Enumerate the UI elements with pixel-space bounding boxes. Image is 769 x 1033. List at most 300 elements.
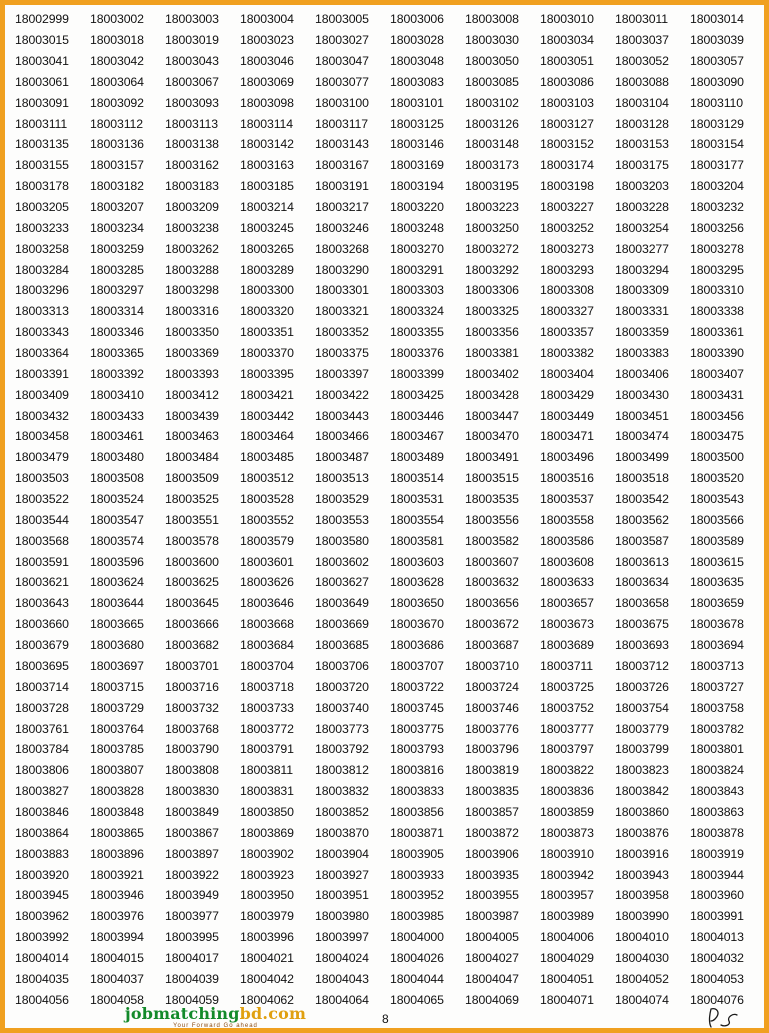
roll-number-cell: 18003687 [465,638,519,653]
roll-number-cell: 18003515 [465,471,519,486]
roll-number-cell: 18003649 [315,596,369,611]
roll-number-cell: 18003635 [690,575,744,590]
roll-number-cell: 18003061 [15,74,69,89]
brand-name-suffix: bd.com [239,1004,307,1023]
roll-number-cell: 18003350 [165,325,219,340]
roll-number-cell: 18003714 [15,679,69,694]
roll-number-cell: 18003205 [15,200,69,215]
roll-number-cell: 18003992 [15,930,69,945]
roll-number-cell: 18003365 [90,346,144,361]
roll-number-cell: 18004059 [165,992,219,1007]
roll-number-cell: 18003496 [540,450,594,465]
roll-number-cell: 18003758 [690,700,744,715]
roll-number-cell: 18003827 [15,784,69,799]
roll-number-cell: 18003933 [390,867,444,882]
roll-number-cell: 18003871 [390,825,444,840]
roll-number-cell: 18003927 [315,867,369,882]
roll-number-cell: 18003513 [315,471,369,486]
roll-number-cell: 18003876 [615,825,669,840]
roll-number-cell: 18003447 [465,408,519,423]
roll-number-cell: 18003715 [90,679,144,694]
roll-number-cell: 18003646 [240,596,294,611]
roll-number-cell: 18003994 [90,930,144,945]
roll-number-cell: 18004064 [315,992,369,1007]
roll-number-cell: 18003685 [315,638,369,653]
roll-number-cell: 18003957 [540,888,594,903]
roll-number-cell: 18003356 [465,325,519,340]
roll-number-cell: 18003995 [165,930,219,945]
roll-number-cell: 18003962 [15,909,69,924]
roll-number-cell: 18004032 [690,950,744,965]
roll-number-cell: 18003288 [165,262,219,277]
roll-number-cell: 18003864 [15,825,69,840]
roll-number-cell: 18003522 [15,492,69,507]
roll-number-cell: 18003313 [15,304,69,319]
roll-number-cell: 18003897 [165,846,219,861]
brand-name [123,1006,308,1022]
roll-number-cell: 18003727 [690,679,744,694]
roll-number-cell: 18003446 [390,408,444,423]
roll-number-cell: 18003713 [690,658,744,673]
roll-number-cell: 18003608 [540,554,594,569]
roll-number-cell: 18003673 [540,617,594,632]
roll-number-cell: 18003689 [540,638,594,653]
roll-number-cell: 18003410 [90,387,144,402]
roll-number-cell: 18003745 [390,700,444,715]
roll-number-cell: 18003650 [390,596,444,611]
roll-number-cell: 18004014 [15,950,69,965]
roll-number-cell: 18003126 [465,116,519,131]
roll-number-cell: 18003057 [690,54,744,68]
roll-number-cell: 18003725 [540,679,594,694]
roll-number-cell: 18003146 [390,137,444,152]
roll-number-cell: 18003300 [240,283,294,298]
roll-number-cell: 18003019 [165,33,219,48]
roll-number-cell: 18003443 [315,408,369,423]
roll-number-cell: 18003645 [165,596,219,611]
roll-number-cell: 18003182 [90,179,144,194]
roll-number-cell: 18004052 [615,971,669,986]
roll-number-cell: 18004037 [90,971,144,986]
roll-number-cell: 18003093 [165,95,219,110]
roll-number-cell: 18003296 [15,283,69,298]
roll-number-cell: 18003902 [240,846,294,861]
roll-number-cell: 18003406 [615,366,669,381]
roll-number-cell: 18003568 [15,533,69,548]
roll-number-cell: 18003198 [540,179,594,194]
roll-number-cell: 18003449 [540,408,594,423]
roll-number-cell: 18004071 [540,992,594,1007]
roll-number-cell: 18003752 [540,700,594,715]
roll-number-cell: 18003822 [540,763,594,778]
roll-number-cell: 18004017 [165,950,219,965]
roll-number-cell: 18003383 [615,346,669,361]
roll-number-cell: 18003669 [315,617,369,632]
roll-number-cell: 18003467 [390,429,444,444]
roll-number-cell: 18003728 [15,700,69,715]
roll-number-cell: 18003135 [15,137,69,152]
roll-number-cell: 18003270 [390,241,444,256]
roll-number-cell: 18003364 [15,346,69,361]
roll-number-cell: 18003697 [90,658,144,673]
roll-number-cell: 18003746 [465,700,519,715]
roll-number-cell: 18003248 [390,220,444,235]
roll-number-cell: 18003553 [315,512,369,527]
roll-number-cell: 18003391 [15,366,69,381]
roll-number-cell: 18003484 [165,450,219,465]
roll-number-cell: 18003129 [690,116,744,131]
roll-number-cell: 18003458 [15,429,69,444]
roll-number-cell: 18003291 [390,262,444,277]
roll-number-cell: 18003796 [465,742,519,757]
roll-number-cell: 18003785 [90,742,144,757]
roll-number-cell: 18003014 [690,12,744,27]
roll-number-cell: 18003790 [165,742,219,757]
roll-number-cell: 18003409 [15,387,69,402]
roll-number-cell: 18003432 [15,408,69,423]
roll-number-cell: 18003542 [615,492,669,507]
roll-number-cell: 18003037 [615,33,669,48]
roll-number-cell: 18003429 [540,387,594,402]
roll-number-cell: 18003292 [465,262,519,277]
roll-number-cell: 18003404 [540,366,594,381]
roll-number-cell: 18004015 [90,950,144,965]
roll-number-cell: 18003162 [165,158,219,173]
roll-number-cell: 18003582 [465,533,519,548]
roll-number-cell: 18003514 [390,471,444,486]
roll-number-cell: 18003812 [315,763,369,778]
roll-number-cell: 18003351 [240,325,294,340]
roll-number-cell: 18003603 [390,554,444,569]
brand-logo[interactable] [123,1006,308,1029]
roll-number-cell: 18003711 [540,658,593,673]
roll-number-cell: 18003046 [240,54,294,68]
roll-number-cell: 18003474 [615,429,669,444]
roll-number-cell: 18003382 [540,346,594,361]
roll-number-cell: 18003867 [165,825,219,840]
roll-number-cell: 18003228 [615,200,669,215]
roll-number-cell: 18003104 [615,95,669,110]
roll-number-cell: 18003910 [540,846,594,861]
roll-number-cell: 18003552 [240,512,294,527]
roll-number-cell: 18003294 [615,262,669,277]
roll-number-cell: 18003976 [90,909,144,924]
roll-number-cell: 18003528 [240,492,294,507]
roll-number-cell: 18003811 [240,763,293,778]
roll-number-cell: 18003376 [390,346,444,361]
roll-number-cell: 18003857 [465,804,519,819]
roll-number-cell: 18003512 [240,471,294,486]
roll-number-cell: 18003658 [615,596,669,611]
roll-number-cell: 18003125 [390,116,444,131]
roll-number-cell: 18003395 [240,366,294,381]
roll-number-cell: 18003836 [540,784,594,799]
roll-number-cell: 18003668 [240,617,294,632]
roll-number-cell: 18003678 [690,617,744,632]
roll-number-cell: 18003010 [540,12,594,27]
roll-number-cell: 18003293 [540,262,594,277]
roll-number-cell: 18003471 [540,429,594,444]
roll-number-cell: 18003784 [15,742,69,757]
roll-number-cell: 18003204 [690,179,744,194]
roll-number-cell: 18003195 [465,179,519,194]
roll-number-cell: 18003525 [165,492,219,507]
roll-number-cell: 18004076 [690,992,744,1007]
roll-number-cell: 18003370 [240,346,294,361]
roll-number-cell: 18003083 [390,74,444,89]
roll-number-cell: 18003003 [165,12,219,27]
roll-number-cell: 18003412 [165,387,219,402]
roll-number-cell: 18003830 [165,784,219,799]
roll-number-cell: 18003295 [690,262,744,277]
roll-number-cell: 18003562 [615,512,669,527]
roll-number-cell: 18004053 [690,971,744,986]
roll-number-cell: 18003529 [315,492,369,507]
roll-number-cell: 18003991 [690,909,744,924]
roll-number-cell: 18003503 [15,471,69,486]
roll-number-cell: 18003644 [90,596,144,611]
roll-number-cell: 18004027 [465,950,519,965]
roll-number-cell: 18003114 [240,116,293,131]
roll-number-cell: 18003048 [390,54,444,68]
roll-number-cell: 18003191 [315,179,369,194]
roll-number-cell: 18003601 [240,554,294,569]
roll-number-cell: 18003214 [240,200,294,215]
roll-number-cell: 18004047 [465,971,519,986]
roll-number-cell: 18003277 [615,241,669,256]
roll-number-cell: 18003869 [240,825,294,840]
roll-number-cell: 18004026 [390,950,444,965]
roll-number-cell: 18003011 [615,12,668,27]
roll-number-cell: 18003823 [615,763,669,778]
roll-number-cell: 18003030 [465,33,519,48]
roll-number-cell: 18003980 [315,909,369,924]
roll-number-cell: 18003113 [165,116,218,131]
roll-number-cell: 18003039 [690,33,744,48]
roll-number-cell: 18003852 [315,804,369,819]
roll-number-cell: 18003103 [540,95,594,110]
roll-number-cell: 18003916 [615,846,669,861]
roll-number-cell: 18003034 [540,33,594,48]
roll-number-cell: 18003952 [390,888,444,903]
roll-number-cell: 18003923 [240,867,294,882]
roll-number-cell: 18004005 [465,930,519,945]
roll-number-cell: 18003375 [315,346,369,361]
roll-number-cell: 18003772 [240,721,294,736]
roll-number-cell: 18003359 [615,325,669,340]
roll-number-cell: 18003148 [465,137,519,152]
roll-number-cell: 18003272 [465,241,519,256]
roll-number-cell: 18003479 [15,450,69,465]
roll-number-cell: 18003627 [315,575,369,590]
roll-number-cell: 18004051 [540,971,594,986]
roll-number-cell: 18004042 [240,971,294,986]
roll-number-cell: 18003878 [690,825,744,840]
roll-number-cell: 18003088 [615,74,669,89]
roll-number-cell: 18003163 [240,158,294,173]
roll-number-cell: 18003920 [15,867,69,882]
brand-name-main: jobmatching [124,1004,240,1023]
roll-number-cell: 18003543 [690,492,744,507]
roll-number-cell: 18004013 [690,930,744,945]
roll-number-cell: 18003905 [390,846,444,861]
roll-number-cell: 18003733 [240,700,294,715]
roll-number-cell: 18003343 [15,325,69,340]
roll-number-cell: 18003943 [615,867,669,882]
roll-number-cell: 18003100 [315,95,369,110]
roll-number-cell: 18004024 [315,950,369,965]
roll-number-cell: 18003489 [390,450,444,465]
roll-number-cell: 18003682 [165,638,219,653]
roll-number-cell: 18003047 [315,54,369,68]
roll-number-cell: 18003431 [690,387,744,402]
roll-number-cell: 18003946 [90,888,144,903]
roll-number-cell: 18003819 [465,763,519,778]
roll-number-cell: 18004044 [390,971,444,986]
roll-number-cell: 18003117 [315,116,368,131]
roll-number-cell: 18003301 [315,283,369,298]
roll-number-cell: 18003268 [315,241,369,256]
roll-number-cell: 18003128 [615,116,669,131]
roll-number-cell: 18004039 [165,971,219,986]
roll-number-cell: 18003392 [90,366,144,381]
roll-number-cell: 18003544 [15,512,69,527]
roll-number-cell: 18003989 [540,909,594,924]
roll-number-cell: 18003863 [690,804,744,819]
roll-number-cell: 18003764 [90,721,144,736]
roll-number-cell: 18003246 [315,220,369,235]
roll-number-cell: 18003531 [390,492,444,507]
roll-number-cell: 18003706 [315,658,369,673]
roll-number-cell: 18003352 [315,325,369,340]
signature-mark [705,1003,739,1031]
roll-number-cell: 18003799 [615,742,669,757]
roll-number-cell: 18003111 [15,116,68,131]
roll-number-cell: 18003217 [315,200,369,215]
roll-number-cell: 18003470 [465,429,519,444]
roll-number-cell: 18004069 [465,992,519,1007]
roll-number-cell: 18003793 [390,742,444,757]
roll-number-cell: 18003574 [90,533,144,548]
roll-number-cell: 18003732 [165,700,219,715]
roll-number-cell: 18003922 [165,867,219,882]
roll-number-cell: 18003152 [540,137,594,152]
roll-number-cell: 18003958 [615,888,669,903]
page-footer [5,1003,769,1033]
roll-number-cell: 18003704 [240,658,294,673]
roll-number-cell: 18003578 [165,533,219,548]
roll-number-cell: 18003659 [690,596,744,611]
roll-number-cell: 18003848 [90,804,144,819]
roll-number-cell: 18003643 [15,596,69,611]
roll-number-cell: 18003407 [690,366,744,381]
roll-number-cell: 18003792 [315,742,369,757]
roll-number-cell: 18003018 [90,33,144,48]
roll-number-cell: 18003761 [15,721,69,736]
roll-number-cell: 18003600 [165,554,219,569]
roll-number-cell: 18003859 [540,804,594,819]
roll-number-cell: 18003960 [690,888,744,903]
roll-number-cell: 18003480 [90,450,144,465]
roll-number-cell: 18003327 [540,304,594,319]
roll-number-cell: 18003355 [390,325,444,340]
roll-number-cell: 18003833 [390,784,444,799]
roll-number-cell: 18003185 [240,179,294,194]
roll-number-cell: 18003587 [615,533,669,548]
roll-number-cell: 18003321 [315,304,369,319]
roll-number-cell: 18003220 [390,200,444,215]
roll-number-cell: 18003775 [390,721,444,736]
roll-number-cell: 18003558 [540,512,594,527]
roll-number-cell: 18003791 [240,742,294,757]
roll-number-cell: 18003580 [315,533,369,548]
roll-number-cell: 18003801 [690,742,744,757]
roll-number-cell: 18003724 [465,679,519,694]
roll-number-cell: 18003816 [390,763,444,778]
roll-number-cell: 18003607 [465,554,519,569]
roll-number-cell: 18003442 [240,408,294,423]
roll-number-cell: 18003979 [240,909,294,924]
roll-number-cell: 18003361 [690,325,744,340]
roll-number-cell: 18003865 [90,825,144,840]
roll-number-cell: 18003586 [540,533,594,548]
roll-number-cell: 18003499 [615,450,669,465]
roll-number-cell: 18003451 [615,408,669,423]
roll-number-cell: 18003155 [15,158,69,173]
roll-number-cell: 18003846 [15,804,69,819]
roll-number-cell: 18003680 [90,638,144,653]
roll-number-cell: 18003167 [315,158,369,173]
roll-number-cell: 18004074 [615,992,669,1007]
roll-number-cell: 18004062 [240,992,294,1007]
roll-number-cell: 18003656 [465,596,519,611]
roll-number-cell: 18003906 [465,846,519,861]
roll-number-cell: 18003621 [15,575,69,590]
roll-number-cell: 18003077 [315,74,369,89]
roll-number-cell: 18003615 [690,554,744,569]
roll-number-cell: 18003672 [465,617,519,632]
roll-number-cell: 18003439 [165,408,219,423]
roll-number-cell: 18003338 [690,304,744,319]
brand-tagline: Your Forward Go ahead [173,1023,258,1029]
roll-number-cell: 18003102 [465,95,519,110]
roll-number-cell: 18003285 [90,262,144,277]
roll-number-cell: 18003174 [540,158,594,173]
roll-number-cell: 18003701 [165,658,219,673]
roll-number-cell: 18003169 [390,158,444,173]
roll-number-cell: 18003303 [390,283,444,298]
roll-number-cell: 18003849 [165,804,219,819]
roll-number-cell: 18003675 [615,617,669,632]
roll-number-cell: 18003041 [15,54,69,68]
roll-number-cell: 18003006 [390,12,444,27]
roll-number-cell: 18003238 [165,220,219,235]
roll-number-cell: 18003693 [615,638,669,653]
roll-number-cell: 18003806 [15,763,69,778]
roll-number-cell: 18003722 [390,679,444,694]
roll-number-cell: 18003509 [165,471,219,486]
roll-number-cell: 18003686 [390,638,444,653]
roll-number-cell: 18003807 [90,763,144,778]
roll-number-cell: 18003325 [465,304,519,319]
roll-number-cell: 18003381 [465,346,519,361]
roll-number-cell: 18003043 [165,54,219,68]
roll-number-cell: 18003284 [15,262,69,277]
roll-number-cell: 18003346 [90,325,144,340]
roll-number-cell: 18003694 [690,638,744,653]
roll-number-cell: 18003720 [315,679,369,694]
roll-number-cell: 18003194 [390,179,444,194]
